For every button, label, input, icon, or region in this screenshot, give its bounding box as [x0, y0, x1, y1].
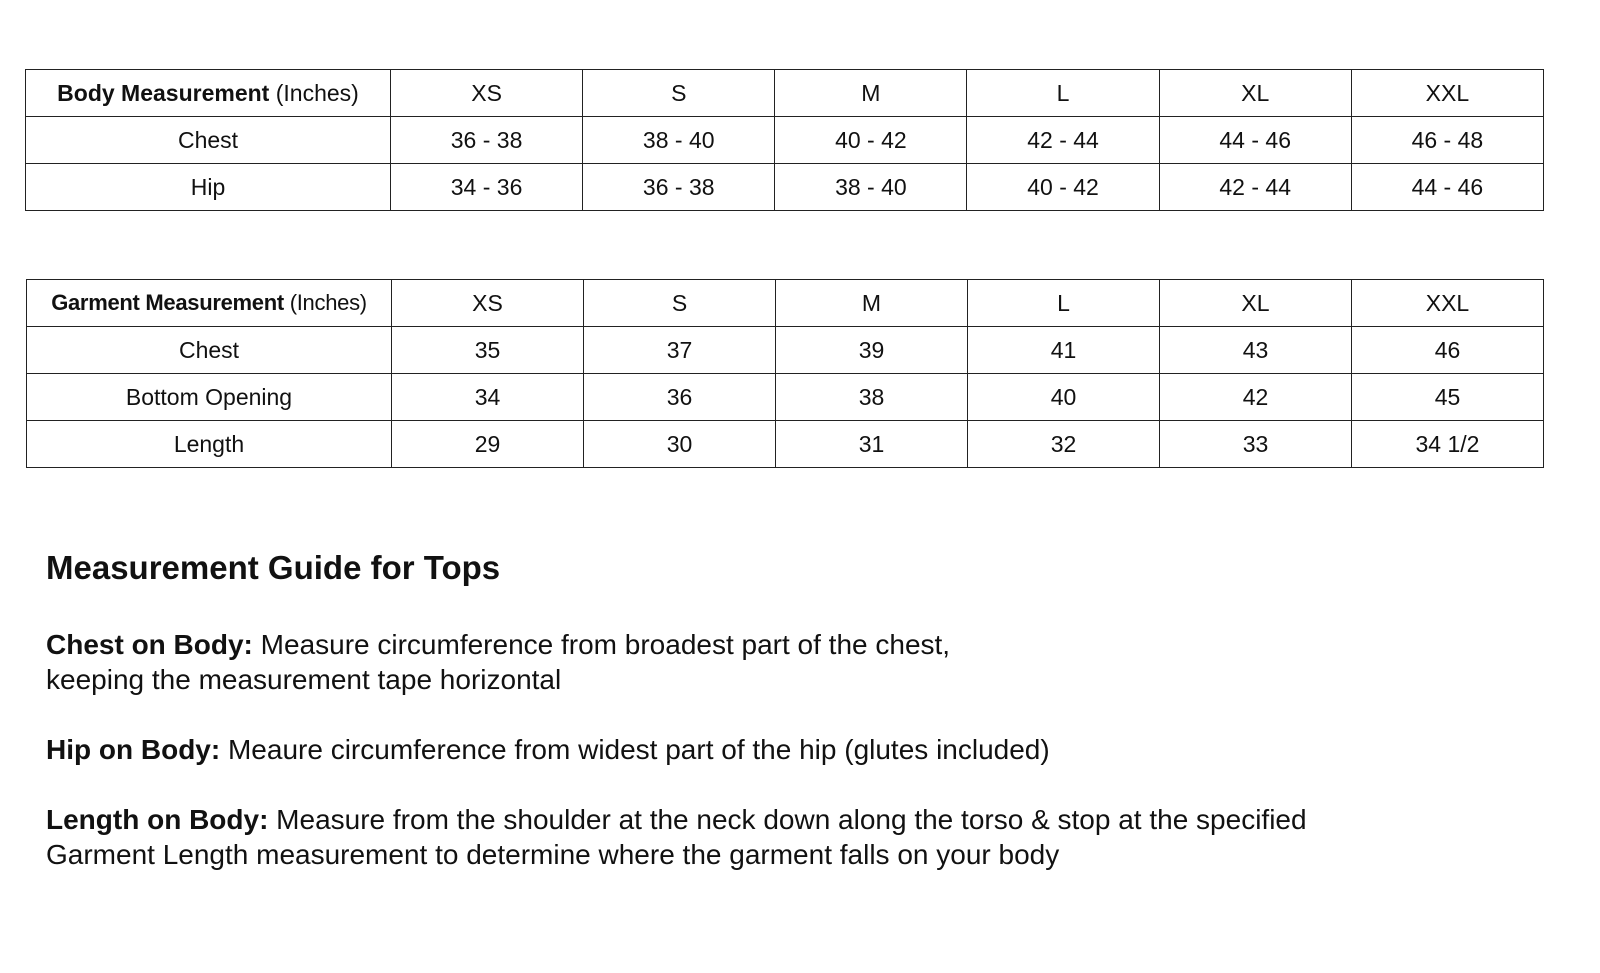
- table-cell: 38 - 40: [775, 164, 967, 211]
- table-cell: 42: [1160, 374, 1352, 421]
- header-label-bold: Garment Measurement: [51, 290, 284, 315]
- size-header-s: S: [584, 280, 776, 327]
- size-header-xs: XS: [392, 280, 584, 327]
- table-cell: 39: [776, 327, 968, 374]
- guide-title: Measurement Guide for Tops: [46, 549, 501, 586]
- table-cell: 46 - 48: [1351, 117, 1543, 164]
- garment-measurement-table: [26, 279, 1544, 468]
- row-label: Chest: [26, 117, 391, 164]
- size-header-l: L: [967, 70, 1159, 117]
- table-cell: 36 - 38: [583, 164, 775, 211]
- table-cell: 38: [776, 374, 968, 421]
- guide-entry-length: [46, 802, 1546, 872]
- table-row: [26, 164, 1544, 211]
- size-header-m: M: [775, 70, 967, 117]
- header-label-unit: (Inches): [283, 290, 367, 315]
- size-header-xl: XL: [1160, 280, 1352, 327]
- guide-description: Measure circumference from broadest part of the chest,: [252, 629, 951, 660]
- table-cell: 42 - 44: [967, 117, 1159, 164]
- size-header-s: S: [583, 70, 775, 117]
- guide-description: Meaure circumference from widest part of the hip (glutes included): [220, 734, 1050, 765]
- table-cell: 30: [584, 421, 776, 468]
- table-header-row: [27, 280, 1544, 327]
- size-header-m: M: [776, 280, 968, 327]
- table-cell: 44 - 46: [1159, 117, 1351, 164]
- table-row: [26, 117, 1544, 164]
- row-label: Chest: [27, 327, 392, 374]
- table-header-row: [26, 70, 1544, 117]
- table-cell: 34 1/2: [1352, 421, 1544, 468]
- table-cell: 40: [968, 374, 1160, 421]
- table-cell: 31: [776, 421, 968, 468]
- table-cell: 33: [1160, 421, 1352, 468]
- size-header-xxl: XXL: [1352, 280, 1544, 327]
- table-cell: 42 - 44: [1159, 164, 1351, 211]
- table-cell: 43: [1160, 327, 1352, 374]
- size-header-xl: XL: [1159, 70, 1351, 117]
- table-cell: 32: [968, 421, 1160, 468]
- table-cell: 34: [392, 374, 584, 421]
- table-cell: 40 - 42: [967, 164, 1159, 211]
- body-measurement-table: [25, 69, 1544, 211]
- guide-term: Chest on Body:: [46, 629, 253, 660]
- row-label: Bottom Opening: [27, 374, 392, 421]
- guide-term: Length on Body:: [46, 804, 269, 835]
- guide-entry-chest: [46, 627, 1546, 697]
- header-label-bold: Body Measurement: [57, 79, 270, 106]
- table-cell: 46: [1352, 327, 1544, 374]
- table-cell: 36: [584, 374, 776, 421]
- table-cell: 34 - 36: [391, 164, 583, 211]
- table-row: [27, 374, 1544, 421]
- table-header-label: [26, 70, 391, 117]
- guide-term: Hip on Body:: [46, 734, 221, 765]
- measurement-guide: [46, 545, 1546, 907]
- guide-description: Measure from the shoulder at the neck down along the torso & stop at the specified: [268, 804, 1307, 835]
- table-cell: 45: [1352, 374, 1544, 421]
- table-cell: 37: [584, 327, 776, 374]
- table-cell: 38 - 40: [583, 117, 775, 164]
- table-cell: 29: [392, 421, 584, 468]
- size-header-xxl: XXL: [1351, 70, 1543, 117]
- table-cell: 40 - 42: [775, 117, 967, 164]
- guide-entry-hip: [46, 732, 1546, 767]
- size-header-l: L: [968, 280, 1160, 327]
- size-header-xs: XS: [391, 70, 583, 117]
- guide-description-continued: keeping the measurement tape horizontal: [46, 664, 562, 695]
- row-label: Length: [27, 421, 392, 468]
- table-cell: 44 - 46: [1351, 164, 1543, 211]
- table-cell: 35: [392, 327, 584, 374]
- table-row: [27, 327, 1544, 374]
- header-label-unit: (Inches): [269, 79, 359, 106]
- table-row: [27, 421, 1544, 468]
- table-header-label: [27, 280, 392, 327]
- row-label: Hip: [26, 164, 391, 211]
- table-cell: 41: [968, 327, 1160, 374]
- table-cell: 36 - 38: [391, 117, 583, 164]
- guide-description-continued: Garment Length measurement to determine where the garment falls on your body: [46, 839, 1060, 870]
